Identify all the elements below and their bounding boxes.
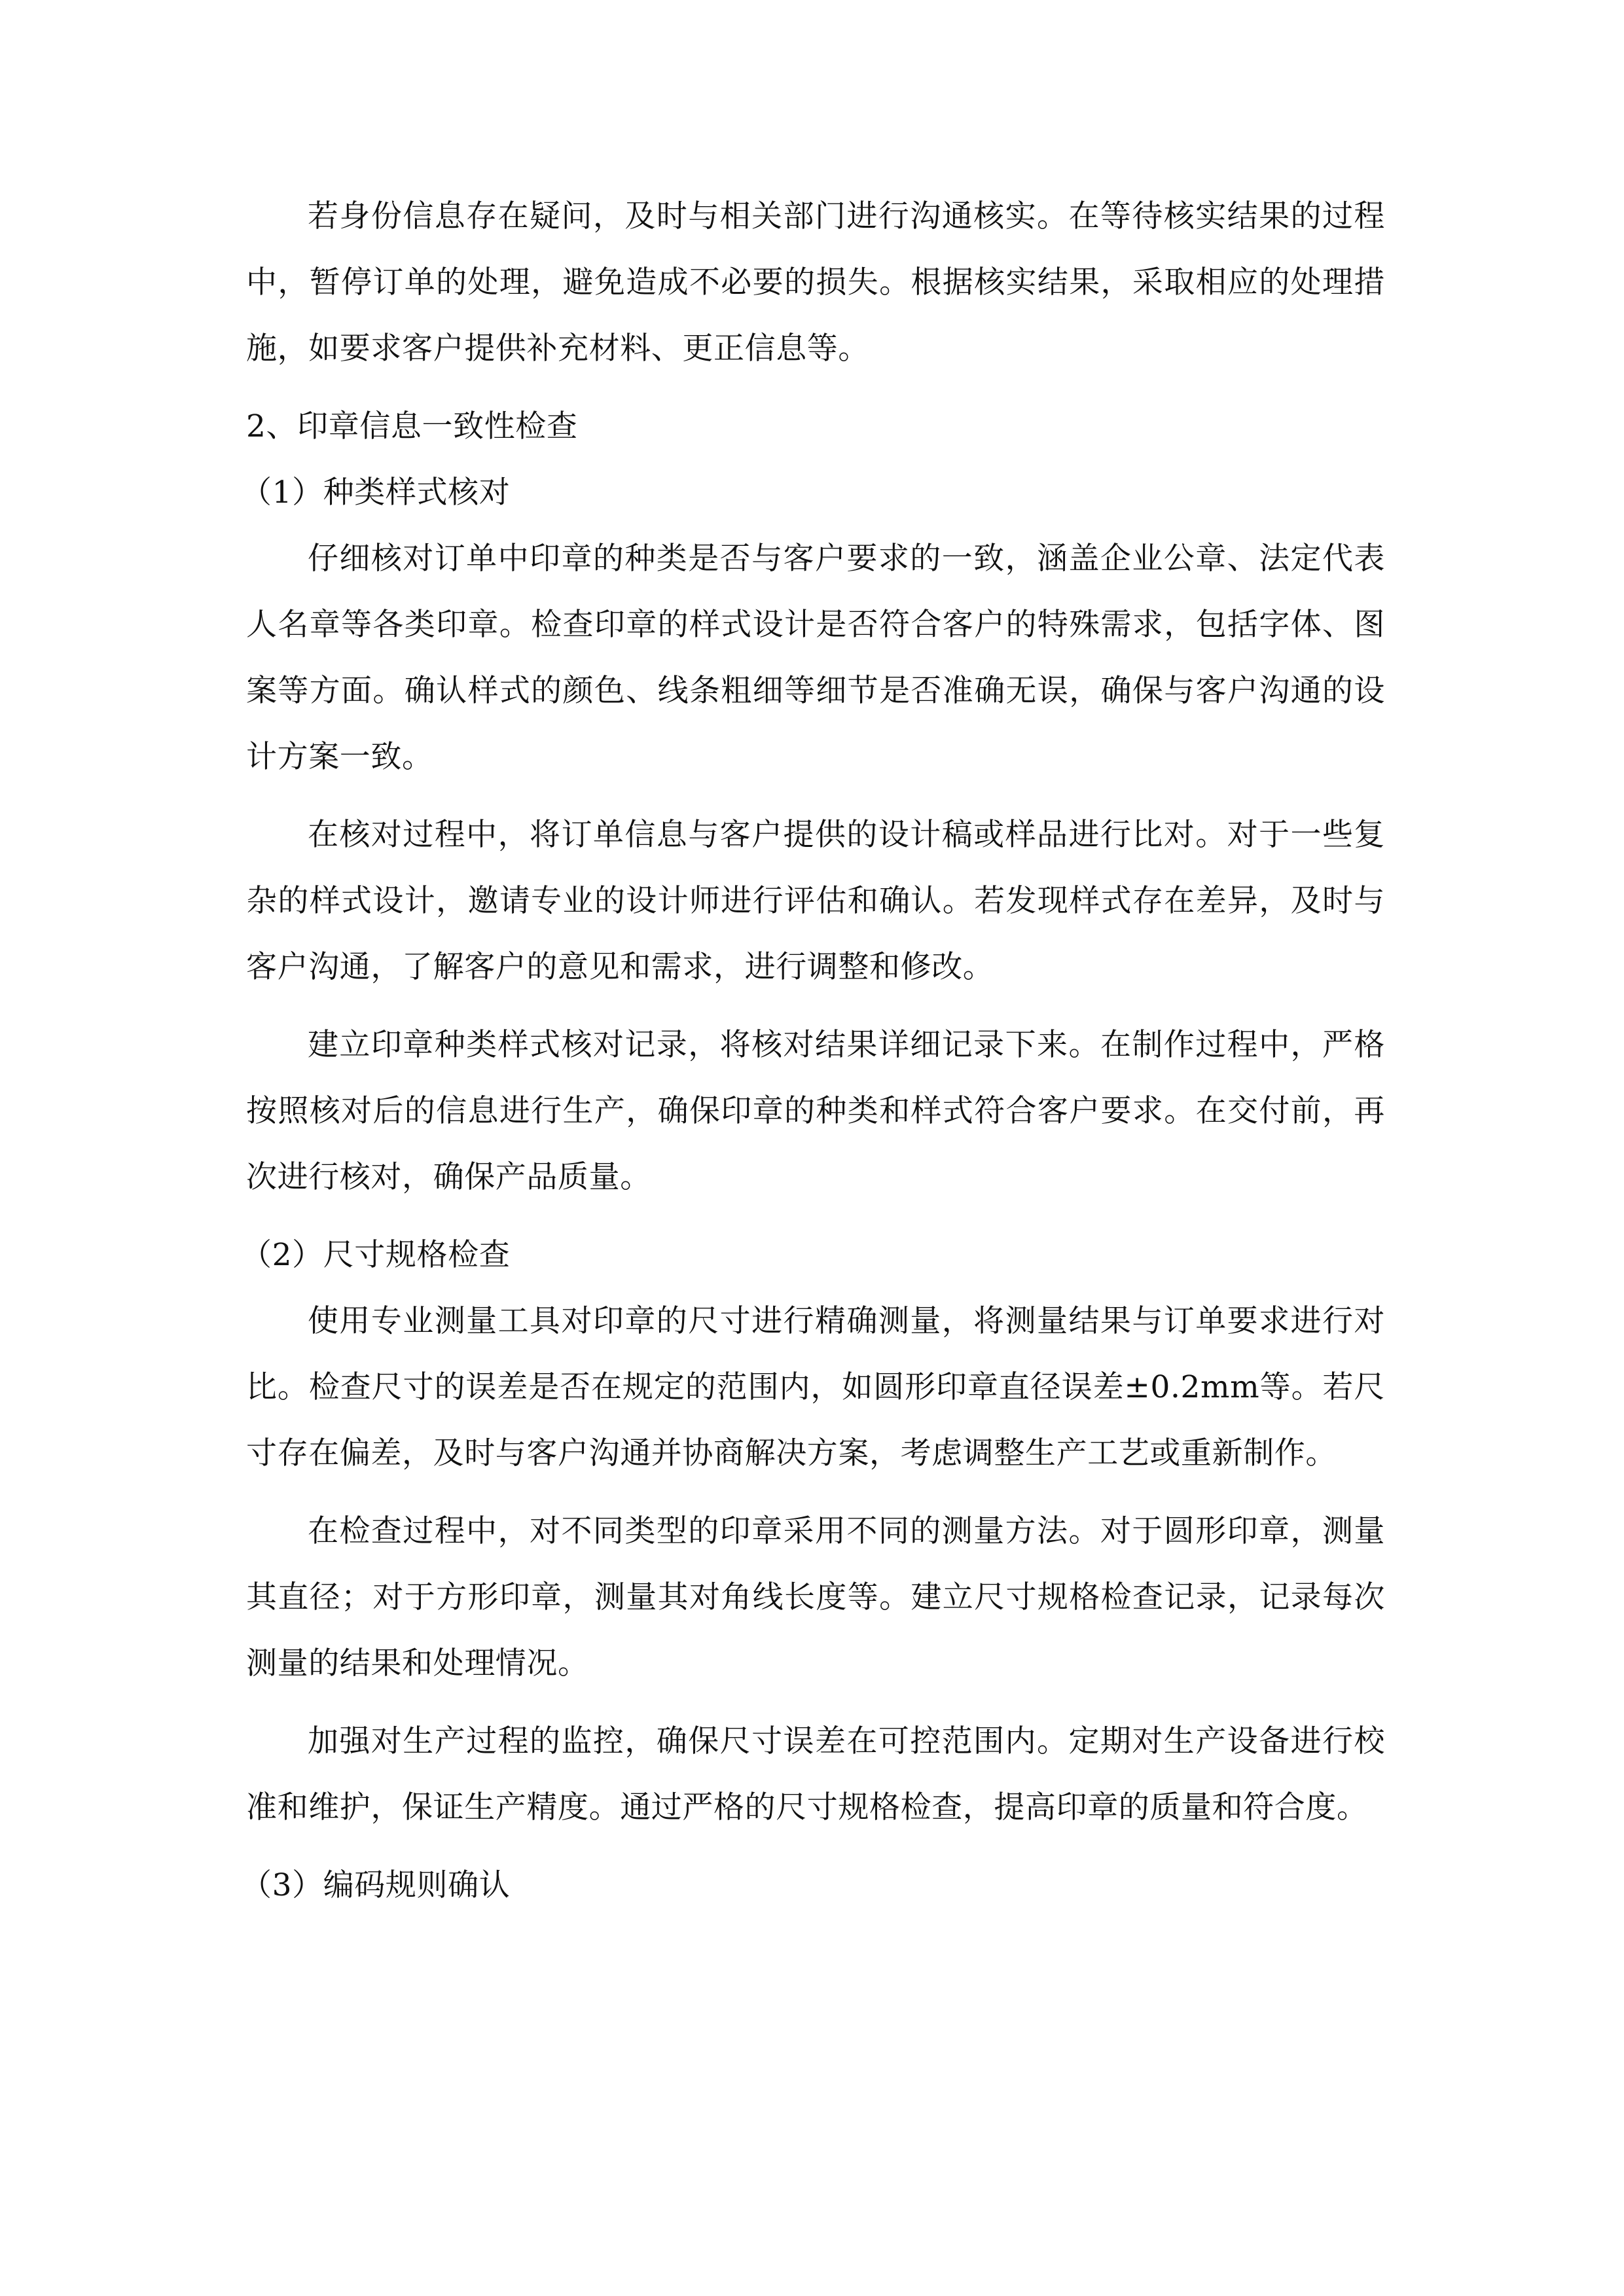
- paragraph-type-style-1: 仔细核对订单中印章的种类是否与客户要求的一致，涵盖企业公章、法定代表人名章等各类印章。检查印章的样式设计是否符合客户的特殊需求，包括字体、图案等方面。确认样式的颜色、线条粗细等细节是否准确无误，确保与客户沟通的设计方案一致。: [246, 541, 1385, 775]
- paragraph-type-style-2: 在核对过程中，将订单信息与客户提供的设计稿或样品进行比对。对于一些复杂的样式设计，邀请专业的设计师进行评估和确认。若发现样式存在差异，及时与客户沟通，了解客户的意见和需求，进行调整和修改。: [246, 817, 1385, 985]
- document-page: [241, 183, 1385, 1918]
- subheading-type-style-check: （1）种类样式核对: [241, 475, 511, 511]
- paragraph-size-spec-3: 加强对生产过程的监控，确保尺寸误差在可控范围内。定期对生产设备进行校准和维护，保证生产精度。通过严格的尺寸规格检查，提高印章的质量和符合度。: [246, 1723, 1385, 1825]
- paragraph-identity-verification: 若身份信息存在疑问，及时与相关部门进行沟通核实。在等待核实结果的过程中，暂停订单的处理，避免造成不必要的损失。根据核实结果，采取相应的处理措施，如要求客户提供补充材料、更正信息等。: [246, 198, 1385, 367]
- subheading-coding-rule-confirmation: （3）编码规则确认: [241, 1867, 511, 1903]
- paragraph-type-style-3: 建立印章种类样式核对记录，将核对结果详细记录下来。在制作过程中，严格按照核对后的信息进行生产，确保印章的种类和样式符合客户要求。在交付前，再次进行核对，确保产品质量。: [246, 1027, 1385, 1195]
- section-heading-seal-consistency: 2、印章信息一致性检查: [246, 408, 578, 444]
- paragraph-size-spec-2: 在检查过程中，对不同类型的印章采用不同的测量方法。对于圆形印章，测量其直径；对于方形印章，测量其对角线长度等。建立尺寸规格检查记录，记录每次测量的结果和处理情况。: [246, 1513, 1385, 1681]
- paragraph-size-spec-1: 使用专业测量工具对印章的尺寸进行精确测量，将测量结果与订单要求进行对比。检查尺寸的误差是否在规定的范围内，如圆形印章直径误差±0.2mm等。若尺寸存在偏差，及时与客户沟通并协商解决方案，考虑调整生产工艺或重新制作。: [246, 1303, 1385, 1471]
- subheading-size-spec-check: （2）尺寸规格检查: [241, 1237, 511, 1273]
